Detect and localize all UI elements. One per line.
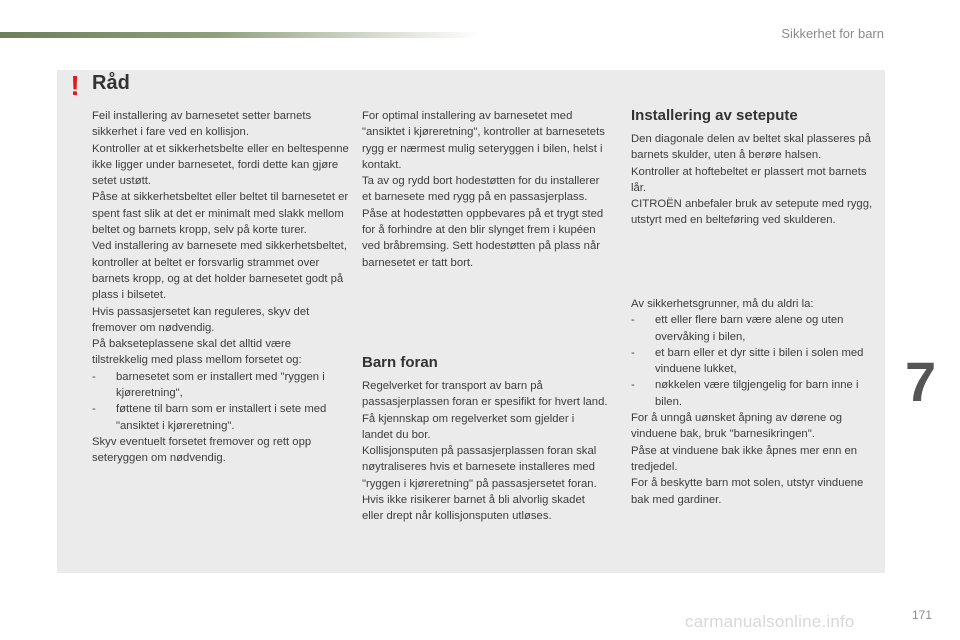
col1-paragraph: På bakseteplassene skal det alltid være tilstrekkelig med plass mellom forsetet og: [92,338,302,367]
advice-title: Råd [92,72,130,94]
list-item: - barnesetet som er installert med "ryggen i kjøreretning", [92,370,325,400]
col2-paragraph: Påse at hodestøtten oppbevares på et trygt sted for å forhindre at den blir slynget frem i kupéen ved bråbremsing. Sett hodestøtten på plass når barnesetet er tatt bort. [362,207,604,269]
setepute-paragraph: Kontroller at hoftebeltet er plassert mot barnets lår. [631,165,867,194]
barn-foran-body [362,378,608,525]
page-number: 171 [912,608,933,622]
safety-body [631,296,883,508]
col1-paragraph: Påse at sikkerhetsbeltet eller beltet til barnesetet er spent fast slik at det er minimalt med slakk mellom beltet og barnets kropp, selv på korte turer. [92,191,349,237]
exclamation-icon: ! [70,70,80,101]
safety-intro: Av sikkerhetsgrunner, må du aldri la: [631,298,814,310]
safety-paragraph: For å unngå uønsket åpning av dørene og vinduene bak, bruk "barnesikringen". [631,412,843,441]
col1-closing: Skyv eventuelt forsetet fremover og rett opp seteryggen om nødvendig. [92,435,312,465]
barn-foran-paragraph: Hvis ikke risikerer barnet å bli alvorlig skadet eller drept når kollisjonsputen utløses. [362,494,585,523]
setepute-body [631,131,881,229]
section-title: Sikkerhet for barn [781,26,884,41]
header-decor-bar [0,32,480,38]
watermark: carmanualsonline.info [685,612,855,631]
col1-paragraph: Feil installering av barnesetet setter barnets sikkerhet i fare ved en kollisjon. [92,110,312,139]
chapter-number: 7 [905,350,937,413]
column-1 [92,108,350,467]
list-item: - nøkkelen være tilgjengelig for barn inne i bilen. [631,379,859,408]
list-item: - føttene til barn som er installert i sete med "ansiktet i kjøreretning". [92,403,327,432]
setepute-paragraph: CITROËN anbefaler bruk av setepute med rygg, utstyrt med en belteføring ved skulderen. [631,198,873,227]
col1-paragraph: Hvis passasjersetet kan reguleres, skyv det fremover om nødvendig. [92,305,310,334]
col2-paragraph: For optimal installering av barnesetet med "ansiktet i kjøreretning", kontroller at barnesetets rygg er nærmest mulig seteryggen i bilen, helst i kontakt. [362,110,605,171]
col2-paragraph: Ta av og rydd bort hodestøtten for du installerer et barnesete med rygg på en passasjerplass. [362,175,600,204]
barn-foran-title: Barn foran [362,354,438,371]
safety-paragraph: For å beskytte barn mot solen, utstyr vinduene bak med gardiner. [631,477,864,506]
col1-paragraph: Ved installering av barnesete med sikkerhetsbeltet, kontroller at beltet er forsvarlig strammet over barnets kropp, og at det holder barnesetet godt på plass i bilsetet. [92,240,347,302]
setepute-paragraph: Den diagonale delen av beltet skal plasseres på barnets skulder, uten å berøre halsen. [631,133,871,162]
barn-foran-paragraph: Kollisjonsputen på passasjerplassen foran skal nøytraliseres hvis et barnesete installeres med "ryggen i kjøreretning" på passasjersetet foran. [362,445,597,490]
list-item: - et barn eller et dyr sitte i bilen i solen med vinduene lukket, [631,346,864,376]
safety-paragraph: Påse at vinduene bak ikke åpnes mer enn en tredjedel. [631,444,858,473]
setepute-title: Installering av setepute [631,107,798,124]
col1-paragraph: Kontroller at et sikkerhetsbelte eller en beltespenne ikke ligger under barnesetet, fordi dette kan gjøre setet ustøtt. [92,142,349,188]
barn-foran-paragraph: Regelverket for transport av barn på passasjerplassen foran er spesifikt for hvert land. Få kjennskap om regelverket som gjelder i landet du bor. [362,380,608,441]
column-2 [362,108,608,271]
list-item: - ett eller flere barn være alene og uten overvåking i bilen, [631,314,844,343]
